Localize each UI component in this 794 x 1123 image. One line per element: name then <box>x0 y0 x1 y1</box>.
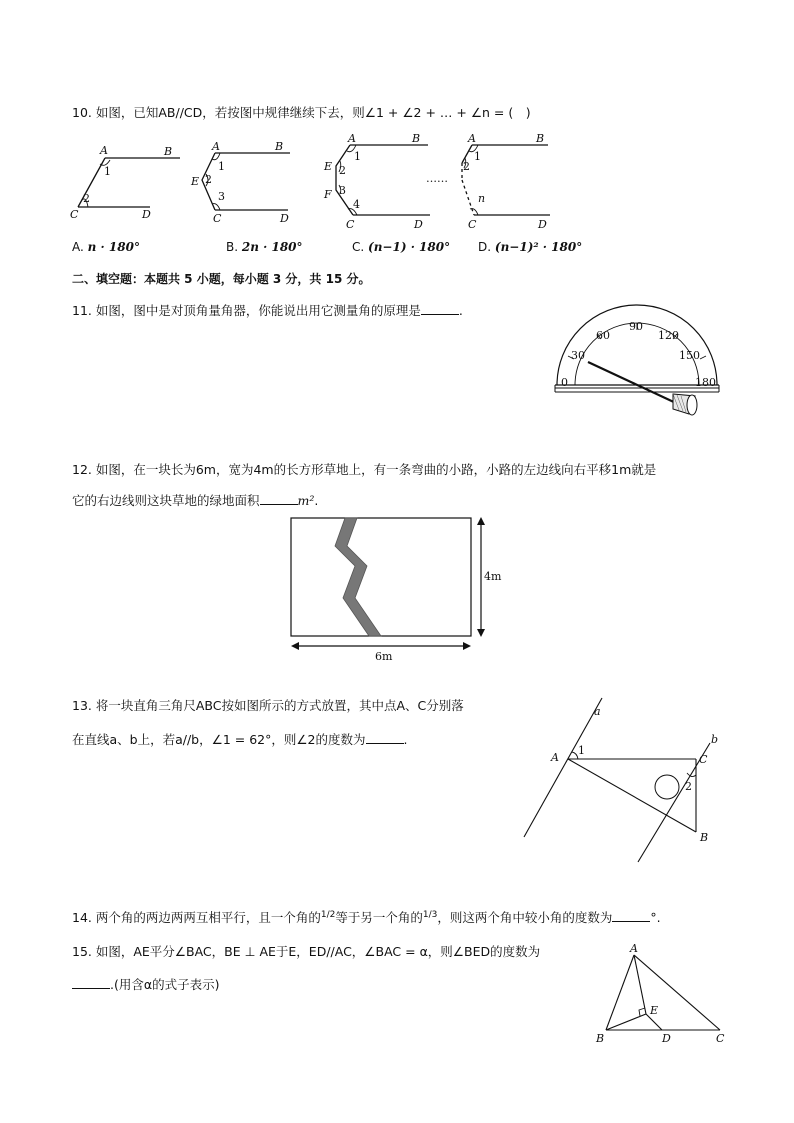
q14-answer-blank[interactable] <box>612 909 650 922</box>
q13-answer-blank[interactable] <box>366 731 404 744</box>
q13-stem-line1: 13. 将一块直角三角尺ABC按如图所示的方式放置，其中点A、C分别落 <box>72 698 464 713</box>
svg-text:60: 60 <box>596 329 610 342</box>
svg-text:4: 4 <box>353 198 360 211</box>
svg-text:90: 90 <box>629 320 643 333</box>
q15-stem-line2: .(用含α的式子表示) <box>72 976 219 993</box>
svg-text:1: 1 <box>218 160 225 173</box>
svg-text:B: B <box>164 145 173 158</box>
section-fill-blank-header: 二、填空题：本题共 5 小题，每小题 3 分，共 15 分。 <box>72 272 371 286</box>
svg-text:n: n <box>478 192 486 205</box>
q11-protractor-figure <box>553 310 723 420</box>
svg-text:E: E <box>650 1004 659 1017</box>
svg-text:D: D <box>280 212 289 225</box>
svg-text:a: a <box>594 705 601 718</box>
svg-text:1: 1 <box>104 165 111 178</box>
q12-stem-line1: 12. 如图，在一块长为6m，宽为4m的长方形草地上，有一条弯曲的小路，小路的左边线向右平移1m就是 <box>72 462 657 477</box>
q10-fig1 <box>70 144 180 221</box>
q12-rectangle-figure <box>285 512 510 662</box>
svg-text:2: 2 <box>685 780 692 793</box>
svg-text:A: A <box>212 140 220 153</box>
svg-text:B: B <box>412 132 421 145</box>
svg-text:C: C <box>346 218 355 231</box>
svg-text:B: B <box>275 140 284 153</box>
q11-stem: 11. 如图，图中是对顶角量角器，你能说出用它测量角的原理是 . <box>72 303 463 318</box>
svg-text:4m: 4m <box>484 570 502 583</box>
svg-text:C: C <box>70 208 79 221</box>
q10-fig2 <box>190 140 290 225</box>
svg-text:E: E <box>191 175 200 188</box>
svg-text:E: E <box>324 160 333 173</box>
svg-text:30: 30 <box>571 349 585 362</box>
svg-text:3: 3 <box>339 184 346 197</box>
svg-text:A: A <box>348 132 356 145</box>
svg-text:A: A <box>468 132 476 145</box>
svg-text:3: 3 <box>218 190 225 203</box>
svg-text:C: C <box>468 218 477 231</box>
q12-answer-blank[interactable] <box>260 492 298 505</box>
q10-fig3 <box>323 132 430 231</box>
svg-text:1: 1 <box>578 744 585 757</box>
q15-triangle-figure <box>590 940 730 1050</box>
svg-text:A: A <box>630 942 638 955</box>
q12-stem-line2: 它的右边线则这块草地的绿地面积 m². <box>72 493 319 508</box>
svg-text:1: 1 <box>474 150 481 163</box>
svg-text:B: B <box>700 831 709 844</box>
q13-triangle-figure <box>520 695 730 870</box>
svg-text:2: 2 <box>463 160 470 173</box>
svg-text:180: 180 <box>695 376 716 389</box>
q10-option-d: D. (n−1)² · 180° <box>478 240 583 254</box>
svg-text:1: 1 <box>354 150 361 163</box>
svg-text:B: B <box>536 132 545 145</box>
svg-text:C: C <box>699 753 708 766</box>
svg-text:D: D <box>142 208 151 221</box>
q10-option-b: B. 2n · 180° <box>226 240 303 254</box>
svg-text:0: 0 <box>561 376 568 389</box>
q13-stem-line2: 在直线a、b上，若a//b，∠1 = 62°，则∠2的度数为 . <box>72 732 408 747</box>
svg-text:D: D <box>538 218 547 231</box>
q10-figure <box>60 130 580 230</box>
svg-text:b: b <box>711 733 719 746</box>
svg-text:150: 150 <box>679 349 700 362</box>
svg-text:2: 2 <box>83 192 90 205</box>
svg-text:D: D <box>662 1032 671 1045</box>
q15-stem-line1: 15. 如图，AE平分∠BAC，BE ⊥ AE于E，ED//AC，∠BAC = α，则∠BED的度数为 <box>72 944 541 959</box>
q11-answer-blank[interactable] <box>421 302 459 315</box>
q10-option-c: C. (n−1) · 180° <box>352 240 451 254</box>
svg-text:D: D <box>414 218 423 231</box>
q14-fraction-third: 1/3 <box>422 910 438 920</box>
q10-ellipsis: …… <box>426 172 448 185</box>
svg-text:F: F <box>324 188 332 201</box>
svg-text:B: B <box>596 1032 605 1045</box>
svg-text:120: 120 <box>658 329 679 342</box>
svg-text:6m: 6m <box>375 650 393 663</box>
svg-text:C: C <box>213 212 222 225</box>
q10-stem: 10. 如图，已知AB//CD，若按图中规律继续下去，则∠1 + ∠2 + … + ∠n = ( ) <box>72 105 531 120</box>
q10-fig4 <box>462 132 550 231</box>
svg-text:A: A <box>100 144 108 157</box>
q10-option-a: A. n · 180° <box>72 240 140 254</box>
q14-fraction-half: 1/2 <box>320 910 336 920</box>
svg-text:A: A <box>551 751 559 764</box>
svg-text:2: 2 <box>205 173 212 186</box>
svg-text:C: C <box>716 1032 725 1045</box>
q14-stem: 14. 两个角的两边两两互相平行，且一个角的$^{1/2}$等于另一个角的$^{1/3}$，则这两个角中较小角的度数为 °. <box>72 910 661 926</box>
svg-text:2: 2 <box>339 164 346 177</box>
q15-answer-blank[interactable] <box>72 976 110 989</box>
